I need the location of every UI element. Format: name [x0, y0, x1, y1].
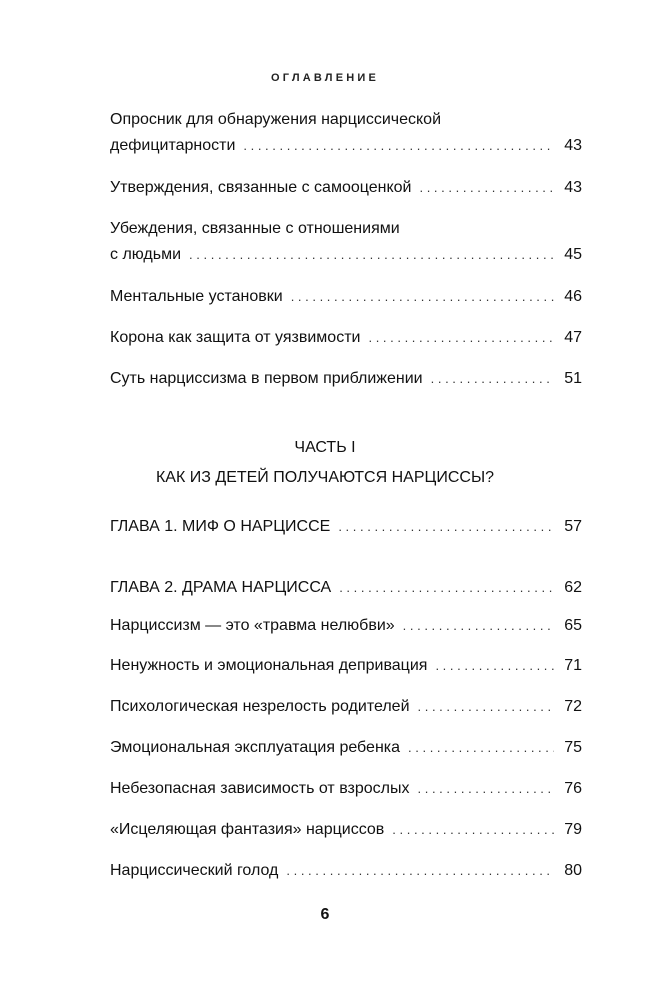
toc-entry[interactable]	[110, 859, 582, 883]
toc-chapter-page: 62	[564, 579, 582, 596]
dot-leader	[339, 576, 554, 600]
dot-leader	[418, 695, 555, 719]
dot-leader	[403, 614, 554, 638]
toc-entry-title: Ментальные установки	[110, 288, 283, 305]
toc-entry[interactable]	[110, 695, 582, 719]
dot-leader	[243, 134, 554, 158]
toc-entry-title: Утверждения, связанные с самооценкой	[110, 179, 412, 196]
part-title: КАК ИЗ ДЕТЕЙ ПОЛУЧАЮТСЯ НАРЦИССЫ?	[155, 469, 495, 486]
toc-chapter[interactable]	[110, 515, 582, 539]
toc-entry-title: Корона как защита от уязвимости	[110, 329, 361, 346]
toc-entry-title: Ненужность и эмоциональная депривация	[110, 657, 428, 674]
toc-entry[interactable]	[110, 736, 582, 760]
toc-entry-title: Нарциссический голод	[110, 862, 279, 879]
toc-entry-page: 43	[564, 137, 582, 154]
toc-entry-page: 71	[564, 657, 582, 674]
dot-leader	[368, 326, 554, 350]
toc-entry[interactable]	[110, 654, 582, 678]
toc-entry-page: 65	[564, 617, 582, 634]
toc-entry-line: Опросник для обнаружения нарциссической	[110, 111, 442, 128]
dot-leader	[189, 243, 554, 267]
part-label: ЧАСТЬ I	[294, 439, 356, 456]
toc-entry-page: 75	[564, 739, 582, 756]
dot-leader	[286, 859, 554, 883]
toc-entry[interactable]	[110, 326, 582, 350]
toc-entry-title: Эмоциональная эксплуатация ребенка	[110, 739, 401, 756]
toc-header: ОГЛАВЛЕНИЕ	[270, 72, 380, 84]
toc-entry[interactable]	[110, 367, 582, 391]
toc-entry-page: 80	[564, 862, 582, 879]
dot-leader	[291, 285, 554, 309]
toc-entry-page: 47	[564, 329, 582, 346]
toc-entry-title: «Исцеляющая фантазия» нарциссов	[110, 821, 385, 838]
toc-entry-page: 72	[564, 698, 582, 715]
toc-entry[interactable]	[110, 285, 582, 309]
dot-leader	[418, 777, 555, 801]
toc-entry-page: 46	[564, 288, 582, 305]
dot-leader	[408, 736, 554, 760]
toc-entry-page: 76	[564, 780, 582, 797]
toc-entry[interactable]	[110, 818, 582, 842]
toc-entry-page: 45	[564, 246, 582, 263]
toc-entry[interactable]	[110, 777, 582, 801]
page-number: 6	[320, 906, 330, 923]
toc-entry-title: Психологическая незрелость родителей	[110, 698, 410, 715]
toc-entry-title: Нарциссизм — это «травма нелюбви»	[110, 617, 395, 634]
toc-chapter-title: ГЛАВА 2. ДРАМА НАРЦИССА	[110, 579, 332, 596]
toc-entry-title: с людьми	[110, 246, 182, 263]
toc-entry[interactable]	[110, 243, 582, 267]
toc-entry-page: 43	[564, 179, 582, 196]
dot-leader	[392, 818, 554, 842]
toc-entry[interactable]	[110, 614, 582, 638]
toc-entry-page: 79	[564, 821, 582, 838]
dot-leader	[431, 367, 554, 391]
toc-entry-title: Суть нарциссизма в первом приближении	[110, 370, 423, 387]
toc-entry-title: Небезопасная зависимость от взрослых	[110, 780, 410, 797]
dot-leader	[338, 515, 554, 539]
toc-chapter-title: ГЛАВА 1. МИФ О НАРЦИССЕ	[110, 518, 331, 535]
toc-entry[interactable]	[110, 134, 582, 158]
toc-entry-title: дефицитарности	[110, 137, 236, 154]
toc-entry[interactable]	[110, 176, 582, 200]
toc-entry-line: Убеждения, связанные с отношениями	[110, 220, 400, 237]
toc-chapter[interactable]	[110, 576, 582, 600]
dot-leader	[435, 654, 554, 678]
toc-entry-page: 51	[564, 370, 582, 387]
dot-leader	[419, 176, 554, 200]
toc-chapter-page: 57	[564, 518, 582, 535]
